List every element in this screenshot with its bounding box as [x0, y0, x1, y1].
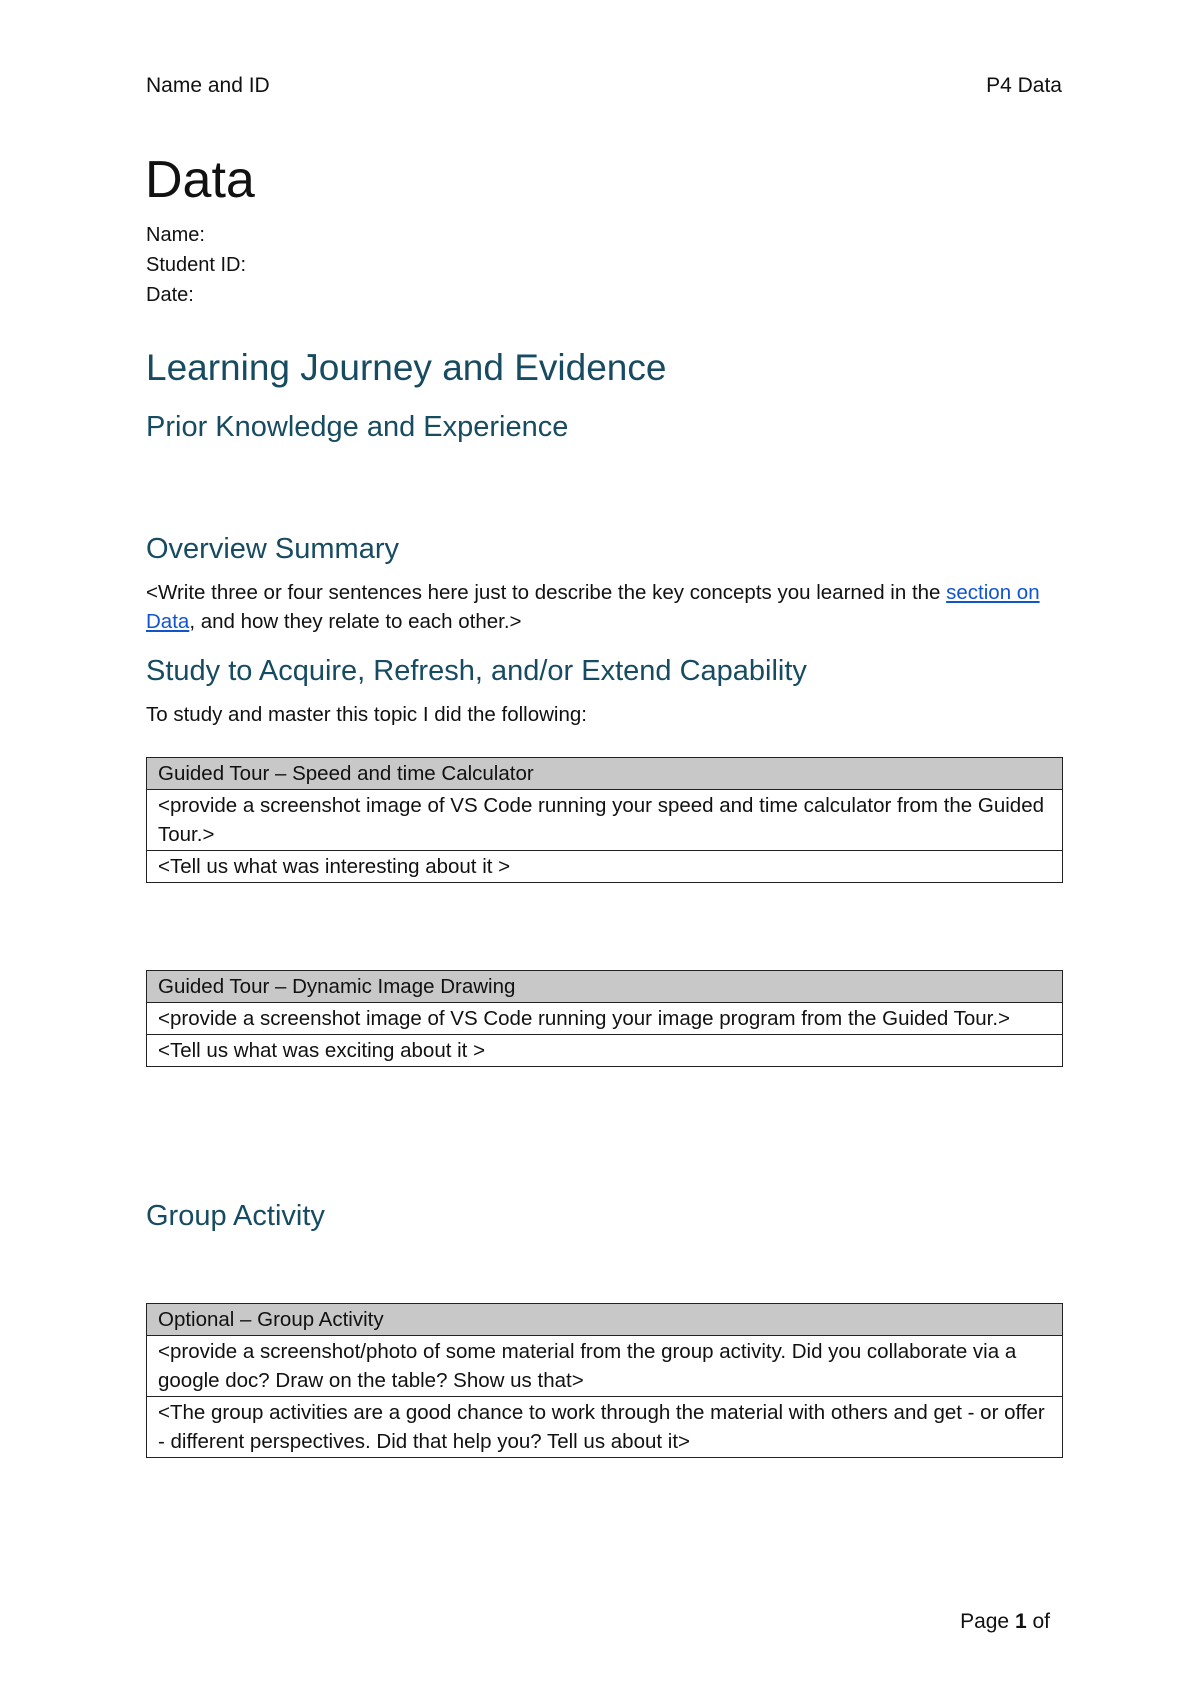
overview-text-before: <Write three or four sentences here just to describe the key concepts you learned in the [146, 581, 947, 604]
header-right: P4 Data [986, 74, 1062, 97]
page-label: Page [960, 1610, 1010, 1633]
name-field-label: Name: [146, 224, 205, 246]
table-cell-screenshot[interactable]: <provide a screenshot image of VS Code running your image program from the Guided Tour.> [147, 1003, 1063, 1035]
speed-time-calculator-table [146, 757, 1063, 883]
table-cell-screenshot[interactable]: <provide a screenshot/photo of some material from the group activity. Did you collaborate via a google doc? Draw on the table? Show us that> [147, 1336, 1063, 1397]
table-header: Optional – Group Activity [147, 1304, 1063, 1336]
overview-text-after: , and how they relate to each other.> [189, 610, 522, 633]
learning-journey-heading: Learning Journey and Evidence [146, 347, 667, 388]
header-left: Name and ID [146, 74, 270, 97]
overview-summary-text [146, 578, 1066, 636]
overview-summary-heading: Overview Summary [146, 533, 399, 565]
study-intro: To study and master this topic I did the following: [146, 703, 587, 726]
group-activity-heading: Group Activity [146, 1200, 325, 1232]
page-number: 1 [1014, 1610, 1027, 1633]
of-label: of [1032, 1610, 1050, 1633]
prior-knowledge-heading: Prior Knowledge and Experience [146, 411, 569, 443]
table-cell-reflection[interactable]: <Tell us what was exciting about it > [147, 1035, 1063, 1067]
page-number-footer [960, 1610, 1050, 1634]
date-field-label: Date: [146, 284, 194, 306]
group-activity-table [146, 1303, 1063, 1458]
table-cell-reflection[interactable]: <Tell us what was interesting about it > [147, 851, 1063, 883]
table-header: Guided Tour – Speed and time Calculator [147, 758, 1063, 790]
study-heading: Study to Acquire, Refresh, and/or Extend Capability [146, 655, 807, 687]
section-on-data-link[interactable]: section on Data [146, 581, 1040, 633]
dynamic-image-drawing-table [146, 970, 1063, 1067]
table-cell-reflection[interactable]: <The group activities are a good chance to work through the material with others and get - or offer - different perspectives. Did that help you? Tell us about it> [147, 1397, 1063, 1458]
student-id-field-label: Student ID: [146, 254, 247, 276]
table-cell-screenshot[interactable]: <provide a screenshot image of VS Code running your speed and time calculator from the Guided Tour.> [147, 790, 1063, 851]
page-title: Data [145, 151, 255, 209]
table-header: Guided Tour – Dynamic Image Drawing [147, 971, 1063, 1003]
